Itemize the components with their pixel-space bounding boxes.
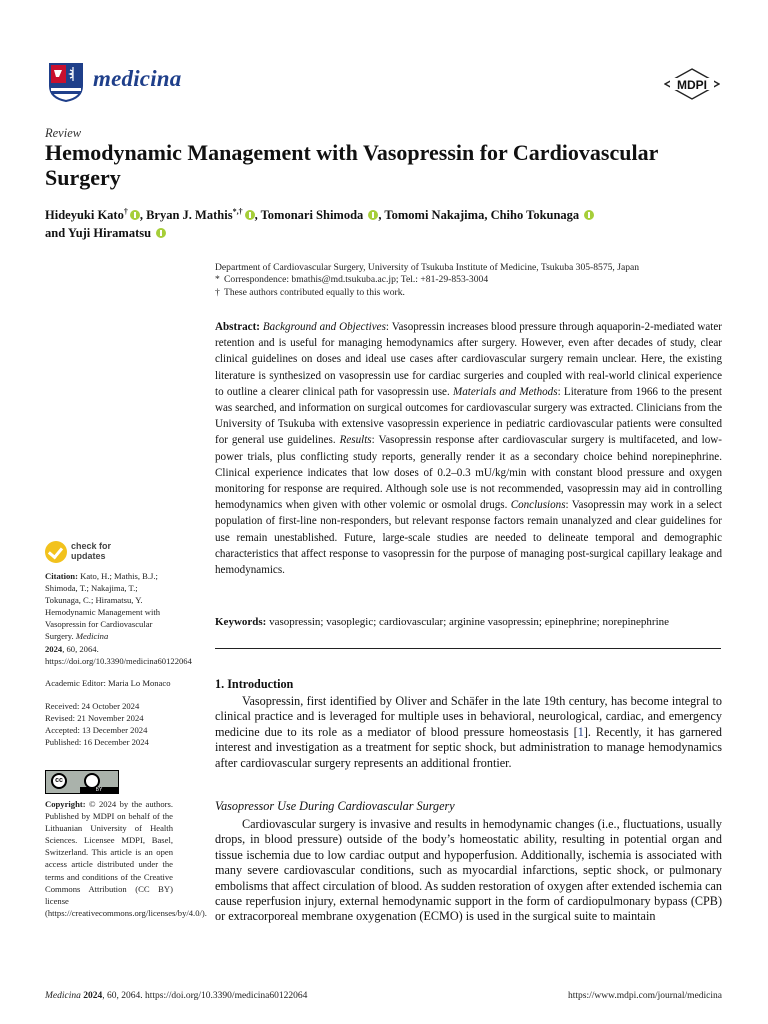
affiliations xyxy=(215,262,725,299)
author-hiramatsu: and Yuji Hiramatsu xyxy=(45,226,152,241)
copyright-text: © 2024 by the authors. Published by MDPI on behalf of the Lithuanian University of Health Sciences. Licensee MDPI, Basel, Switzerland. This article is an open access article distributed under the terms and conditions of the Creative Commons Attribution (CC BY) license (https://creativecommons.org/licenses/by/4.0/). xyxy=(45,799,207,918)
academic-editor: Academic Editor: Maria Lo Monaco xyxy=(45,678,171,688)
author-list xyxy=(45,203,685,242)
equal-contribution-note: These authors contributed equally to this work. xyxy=(224,286,405,298)
abstract-results-heading: Results xyxy=(339,434,372,447)
footer-citation xyxy=(45,991,307,1001)
mdpi-logo-text: MDPI xyxy=(677,78,707,92)
abstract-methods: : Literature from 1966 to the present was searched, and information on surgical outcomes for cardiovascular surgery was extracted. Clinicians from the University of Tsukuba with extensive vasopressin experience in pediatric cardiovascular patients were consulted for general use guidelines. xyxy=(215,385,722,447)
by-label: BY xyxy=(80,787,118,793)
corresponding-mark: *,† xyxy=(232,207,243,216)
abstract-methods-heading: Materials and Methods xyxy=(453,385,558,398)
copyright-notice xyxy=(45,798,207,919)
abstract-label: Abstract: xyxy=(215,321,260,333)
journal-logo xyxy=(48,62,84,102)
orcid-icon[interactable] xyxy=(156,228,166,238)
orcid-icon[interactable] xyxy=(130,210,140,220)
check-for-updates-button[interactable] xyxy=(45,541,135,565)
citation-block xyxy=(45,570,192,667)
citation-label: Citation: xyxy=(45,571,78,581)
author-kato: Hideyuki Kato xyxy=(45,208,124,223)
section-divider xyxy=(215,648,721,649)
orcid-icon[interactable] xyxy=(368,210,378,220)
author-nakajima-tokunaga: , Tomomi Nakajima, Chiho Tokunaga xyxy=(378,208,580,223)
footer-doi[interactable]: , 60, 2064. https://doi.org/10.3390/medicina60122064 xyxy=(102,991,308,1001)
date-received: Received: 24 October 2024 xyxy=(45,701,140,711)
orcid-icon[interactable] xyxy=(245,210,255,220)
check-line2: updates xyxy=(71,550,106,561)
dates-block xyxy=(45,700,173,748)
intro-p1-text-b: ]. Recently, it has garnered interest and investigation as a treatment for septic shock, but administration to manage hemodynamics after cardiovascular surgery represents an additional frontier. xyxy=(215,724,722,770)
intro-paragraph-2 xyxy=(215,817,722,925)
journal-name: medicina xyxy=(93,66,182,91)
keywords-label: Keywords: xyxy=(215,616,267,628)
footer-journal: Medicina xyxy=(45,991,81,1001)
abstract-background-heading: Background and Objectives xyxy=(262,321,386,333)
abstract-conclusions: : Vasopressin may work in a select population of first-line non-responders, but relevant response factors remain unanalyzed and clear guidelines for use remain unestablished. Future, large-scale studies are needed to delineate temporal and demographic characteristics that affect response to vasopressin for the purpose of managing post-surgical capillary leakage and hemodynamics. xyxy=(215,499,722,577)
reference-link-1[interactable]: 1 xyxy=(577,724,584,739)
date-revised: Revised: 21 November 2024 xyxy=(45,713,144,724)
correspondence-mark: * xyxy=(215,274,220,286)
orcid-icon[interactable] xyxy=(584,210,594,220)
abstract-background: : Vasopressin increases blood pressure through aquaporin-2-mediated water retention and is useful for managing hemodynamics after surgery. However, even after decades of study, clear clinical guidelines on doses and ideal use cases after cardiovascular surgery remain unclear. Here, the existing literature is synthesized on vasopressin use for cardiac surgeries and coupled with real-world clinical experience to outline a clearer clinical path for vasopressin use. xyxy=(215,321,722,398)
cc-icon: cc xyxy=(51,773,67,789)
abstract-conclusions-heading: Conclusions xyxy=(510,499,566,512)
footer-year: 2024 xyxy=(83,991,103,1001)
author-mathis: , Bryan J. Mathis xyxy=(139,208,233,223)
citation-doi[interactable]: , 60, 2064. https://doi.org/10.3390/medicina60122064 xyxy=(45,643,192,666)
section-heading-introduction: 1. Introduction xyxy=(215,677,294,691)
abstract-results: : Vasopressin response after cardiovascular surgery is multifaceted, and low-power trials, plus conflicting study reports, generally render it as a secondary choice behind norepinephrine. Clinical experience indicates that low doses of 0.2–0.3 mU/kg/min with constant blood pressure and oxygen monitoring for response are required. Although sole use is not recommended, vasopressin may aid in controlling hemodynamics when given with other volemic or osmolal drugs. xyxy=(215,434,722,512)
mdpi-logo xyxy=(664,68,720,100)
keywords-text: vasopressin; vasoplegic; cardiovascular; arginine vasopressin; epinephrine; norepinephrine xyxy=(269,616,670,628)
equal-contribution-note-mark: † xyxy=(215,286,220,298)
citation-journal: Medicina xyxy=(75,631,109,642)
intro-p1-text-a: Vasopressin, first identified by Oliver and Schäfer in the late 19th century, has become integral to clinical practice and is leveraged for multiple uses in behavioral, neurological, cardiac, and emergency medicine due to its role as a mediator of blood pressure homeostasis [ xyxy=(215,694,722,739)
author-shimoda: , Tomonari Shimoda xyxy=(254,208,364,223)
check-icon xyxy=(45,541,67,563)
citation-year: 2024 xyxy=(45,643,63,654)
intro-p2-text: Cardiovascular surgery is invasive and results in hemodynamic changes (i.e., fluctuations, usually drops, in blood pressure) outside of the body’s homeostatic ability, resulting in potential organ and tissue ischemia due to low cardiac output and hypoperfusion. Additionally, ischemia is associated with many severe cardiovascular conditions, such as myocardial infarctions, septic shock, or pulmonary embolisms that affect circulation of blood. As sudden restoration of oxygen after extended ischemia can cause reperfusion injury, external hemodynamic support in the form of cardiopulmonary bypass (CPB) or extracorporeal membrane oxygenation (ECMO) is used in the surgical suite to maintain xyxy=(215,817,722,924)
equal-contribution-mark: † xyxy=(123,207,128,216)
subsection-heading: Vasopressor Use During Cardiovascular Surgery xyxy=(215,799,455,813)
date-accepted: Accepted: 13 December 2024 xyxy=(45,725,148,736)
cc-by-license-badge[interactable] xyxy=(45,770,119,794)
check-for-updates-label xyxy=(71,542,111,561)
correspondence: Correspondence: bmathis@md.tsukuba.ac.jp; Tel.: +81-29-853-3004 xyxy=(224,274,489,286)
abstract xyxy=(215,319,722,578)
intro-paragraph-1 xyxy=(215,694,722,771)
citation-text: Kato, H.; Mathis, B.J.; Shimoda, T.; Nakajima, T.; Tokunaga, C.; Hiramatsu, Y. Hemodynamic Management with Vasopressin for Cardiovascular Surgery. xyxy=(45,571,161,642)
article-title: Hemodynamic Management with Vasopressin for Cardiovascular Surgery xyxy=(45,140,658,190)
check-line1: check for xyxy=(71,541,112,551)
date-published: Published: 16 December 2024 xyxy=(45,737,149,748)
copyright-label: Copyright: xyxy=(45,799,86,809)
keywords xyxy=(215,615,725,630)
article-type: Review xyxy=(45,126,82,140)
footer-journal-url[interactable]: https://www.mdpi.com/journal/medicina xyxy=(568,991,722,1001)
affiliation-department: Department of Cardiovascular Surgery, University of Tsukuba Institute of Medicine, Tsukuba 305-8575, Japan xyxy=(215,262,640,273)
